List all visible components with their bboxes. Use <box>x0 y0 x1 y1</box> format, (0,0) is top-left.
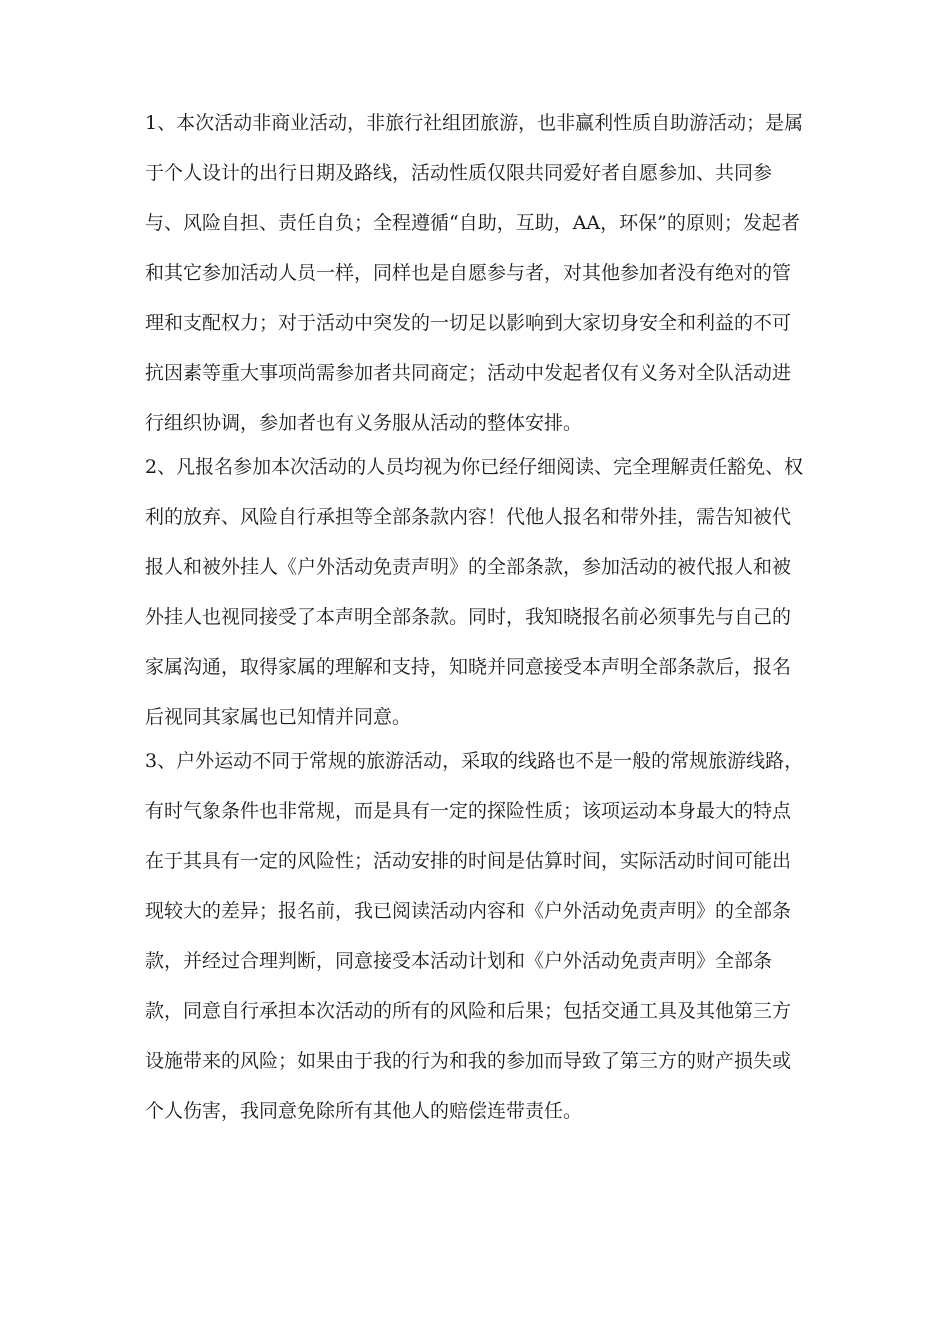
paragraph-3 <box>145 742 810 1142</box>
paragraph-2 <box>145 448 810 742</box>
text-line: 2、凡报名参加本次活动的人员均视为你已经仔细阅读、完全理解责任豁免、权 <box>145 456 804 478</box>
text-line: 理和支配权力；对于活动中突发的一切足以影响到大家切身安全和利益的不可 <box>145 312 792 334</box>
text-line: 款，并经过合理判断，同意接受本活动计划和《户外活动免责声明》全部条 <box>145 950 773 972</box>
text-line: 抗因素等重大事项尚需参加者共同商定；活动中发起者仅有义务对全队活动进 <box>145 362 792 384</box>
document-body <box>145 104 810 1142</box>
text-line: 外挂人也视同接受了本声明全部条款。同时，我知晓报名前必须事先与自己的 <box>145 606 792 628</box>
text-line: 与、风险自担、责任自负；全程遵循“自助，互助，AA，环保”的原则；发起者 <box>145 212 800 234</box>
text-line: 个人伤害，我同意免除所有其他人的赔偿连带责任。 <box>145 1100 583 1122</box>
text-line: 报人和被外挂人《户外活动免责声明》的全部条款，参加活动的被代报人和被 <box>145 556 792 578</box>
text-line: 1、本次活动非商业活动，非旅行社组团旅游，也非赢利性质自助游活动；是属 <box>145 112 804 134</box>
text-line: 设施带来的风险；如果由于我的行为和我的参加而导致了第三方的财产损失或 <box>145 1050 792 1072</box>
text-line: 在于其具有一定的风险性；活动安排的时间是估算时间，实际活动时间可能出 <box>145 850 792 872</box>
paragraph-1 <box>145 104 810 448</box>
text-line: 款，同意自行承担本次活动的所有的风险和后果；包括交通工具及其他第三方 <box>145 1000 792 1022</box>
text-line: 于个人设计的出行日期及路线，活动性质仅限共同爱好者自愿参加、共同参 <box>145 162 773 184</box>
text-line: 现较大的差异；报名前，我已阅读活动内容和《户外活动免责声明》的全部条 <box>145 900 792 922</box>
text-line: 家属沟通，取得家属的理解和支持，知晓并同意接受本声明全部条款后，报名 <box>145 656 792 678</box>
text-line: 和其它参加活动人员一样，同样也是自愿参与者，对其他参加者没有绝对的管 <box>145 262 792 284</box>
text-line: 后视同其家属也已知情并同意。 <box>145 706 412 728</box>
text-line: 行组织协调，参加者也有义务服从活动的整体安排。 <box>145 412 583 434</box>
text-line: 利的放弃、风险自行承担等全部条款内容！代他人报名和带外挂，需告知被代 <box>145 506 792 528</box>
text-line: 3、户外运动不同于常规的旅游活动，采取的线路也不是一般的常规旅游线路， <box>145 750 804 772</box>
text-line: 有时气象条件也非常规，而是具有一定的探险性质；该项运动本身最大的特点 <box>145 800 792 822</box>
